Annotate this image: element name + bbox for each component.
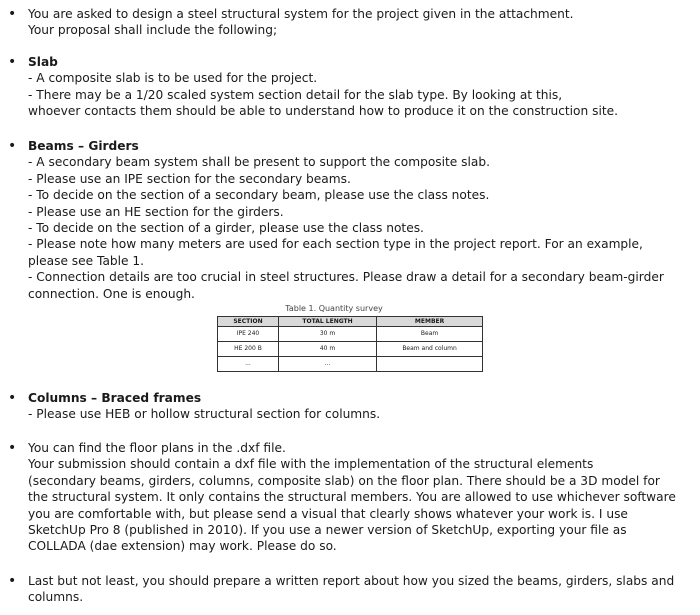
quantity-survey-table [217,316,483,372]
floor-line-2: Your submission should contain a dxf file with the implementation of the structural elements [28,457,594,472]
floor-line-5: you are comfortable with, but please send a visual that clearly shows whatever your work is. I use [28,506,628,521]
table-cell: 40 m [278,342,376,357]
slab-line-3: whoever contacts them should be able to understand how to produce it on the construction site. [28,104,618,119]
slab-heading: Slab [28,55,58,69]
table-cell: Beam and column [377,342,483,357]
columns-line-1: - Please use HEB or hollow structural section for columns. [28,407,381,422]
table-cell: ... [218,357,279,372]
beams-line-6: - Please note how many meters are used for each section type in the project report. For an example, [28,237,643,252]
table-cell: HE 200 B [218,342,279,357]
floor-line-7: COLLADA (dae extension) may work. Please do so. [28,539,337,554]
beams-line-1: - A secondary beam system shall be present to support the composite slab. [28,155,490,170]
table-row [218,327,483,342]
table-cell: ... [278,357,376,372]
bullet: • [8,6,17,22]
slab-line-1: - A composite slab is to be used for the project. [28,71,318,86]
table-cell [377,357,483,372]
floor-line-6: SketchUp Pro 8 (published in 2010). If you use a newer version of SketchUp, exporting your file as [28,523,627,538]
floor-line-3: (secondary beams, girders, columns, composite slab) on the floor plan. There should be a 3D model for [28,473,660,488]
beams-line-2: - Please use an IPE section for the secondary beams. [28,171,351,186]
table-header-total-length: TOTAL LENGTH [278,317,376,327]
floor-line-4: the structural system. It only contains the structural members. You are allowed to use whichever software [28,490,676,505]
beams-heading: Beams – Girders [28,139,139,153]
bullet: • [8,54,17,70]
columns-heading: Columns – Braced frames [28,391,202,405]
beams-line-3: - To decide on the section of a secondary beam, please use the class notes. [28,188,490,203]
table-cell: 30 m [278,327,376,342]
bullet: • [8,573,17,589]
slab-line-2: - There may be a 1/20 scaled system section detail for the slab type. By looking at this, [28,87,563,102]
beams-line-4: - Please use an HE section for the girders. [28,204,284,219]
table-header-row [218,317,483,327]
table-cell: Beam [377,327,483,342]
table-header-section: SECTION [218,317,279,327]
intro-line-2: Your proposal shall include the following; [28,23,278,38]
bullet: • [8,440,17,456]
report-line-1: Last but not least, you should prepare a written report about how you sized the beams, girders, slabs and [28,574,675,588]
floor-line-1: You can find the floor plans in the .dxf file. [28,441,286,455]
table-row [218,342,483,357]
beams-line-8: - Connection details are too crucial in steel structures. Please draw a detail for a secondary beam-girder [28,270,664,285]
table-row [218,357,483,372]
intro-line-1: You are asked to design a steel structural system for the project given in the attachment. [28,7,574,21]
table-header-member: MEMBER [377,317,483,327]
beams-line-9: connection. One is enough. [28,286,195,301]
table-cell: IPE 240 [218,327,279,342]
bullet: • [8,138,17,154]
beams-line-7: please see Table 1. [28,253,145,268]
bullet: • [8,390,17,406]
table-caption: Table 1. Quantity survey [285,304,383,313]
report-line-2: columns. [28,590,84,605]
beams-line-5: - To decide on the section of a girder, please use the class notes. [28,221,424,236]
